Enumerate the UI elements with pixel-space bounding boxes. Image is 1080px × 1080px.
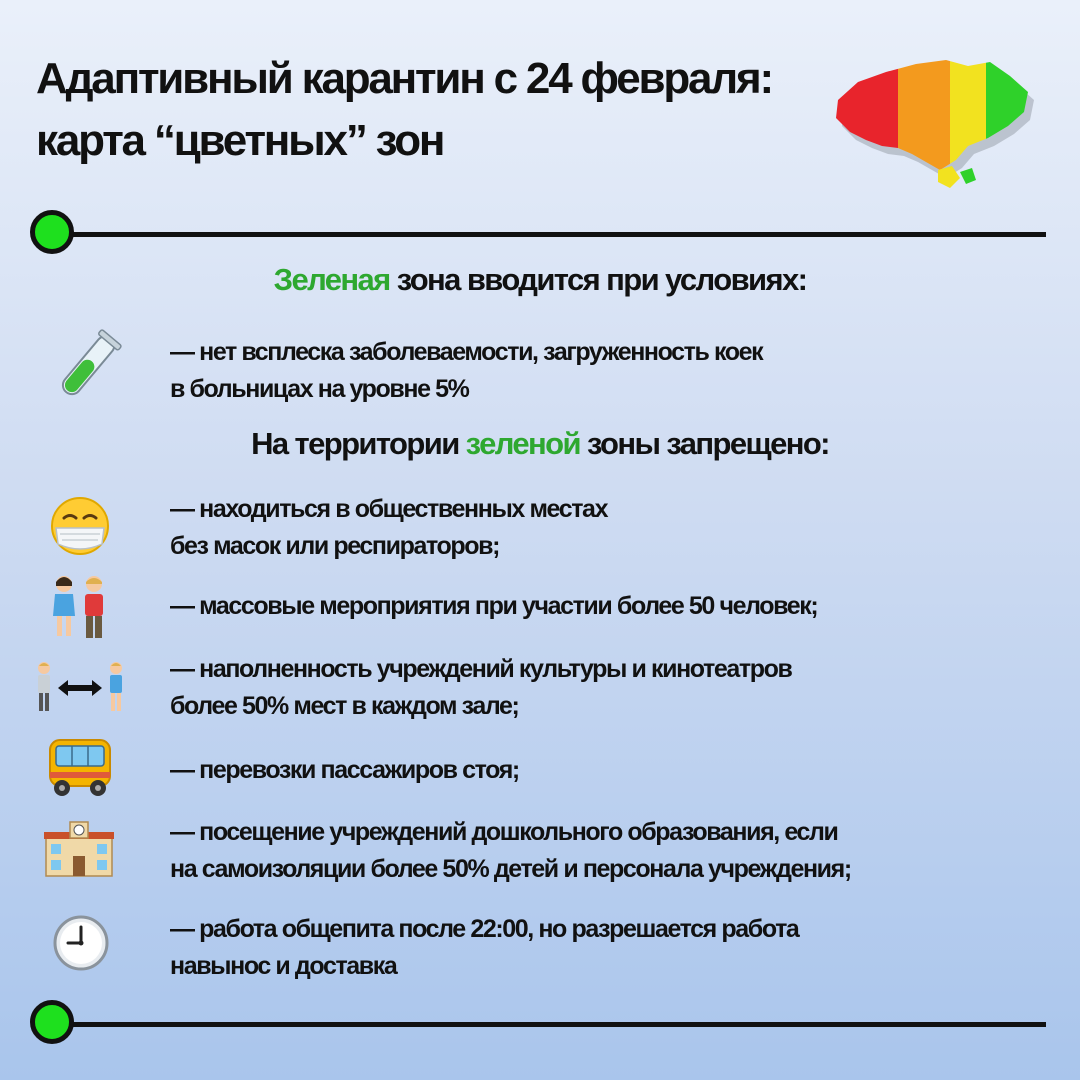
restriction-item: — перевозки пассажиров стоя; [170, 756, 519, 784]
divider-line [70, 232, 1046, 237]
bottom-divider [30, 998, 1048, 1048]
couple-icon [44, 572, 114, 642]
green-dot-icon [30, 1000, 74, 1044]
condition-item: — нет всплеска заболеваемости, загруженность коек в больницах на уровне 5% [170, 338, 763, 403]
clock-icon [52, 914, 110, 972]
restriction-item: — находиться в общественных местах без масок или респираторов; [170, 495, 608, 560]
ukraine-map-icon [828, 42, 1038, 192]
restriction-item: — массовые мероприятия при участии более 50 человек; [170, 592, 818, 620]
face-with-mask-icon [48, 494, 112, 558]
top-divider [30, 208, 1048, 258]
heading-pre: На территории [251, 426, 459, 461]
social-distance-icon [34, 658, 126, 718]
page-title [36, 48, 836, 172]
heading-post: зоны запрещено: [586, 426, 829, 461]
school-icon [44, 820, 114, 878]
restriction-item: — работа общепита после 22:00, но разрешается работа навынос и доставка [170, 915, 799, 980]
divider-line [70, 1022, 1046, 1027]
restriction-item: — посещение учреждений дошкольного образования, если на самоизоляции более 50% детей и персонала учреждения; [170, 818, 851, 883]
heading-green-word: Зеленая [273, 262, 390, 297]
green-zone-conditions-heading [0, 262, 1080, 298]
heading-green-word: зеленой [465, 426, 580, 461]
green-dot-icon [30, 210, 74, 254]
green-zone-prohibitions-heading [0, 426, 1080, 462]
title-line-2: карта “цветных” зон [36, 116, 444, 165]
heading-rest: зона вводится при условиях: [396, 262, 807, 297]
restriction-item: — наполненность учреждений культуры и кинотеатров более 50% мест в каждом зале; [170, 655, 792, 720]
title-line-1: Адаптивный карантин с 24 февраля: [36, 54, 772, 103]
bus-icon [46, 736, 114, 800]
test-tube-icon [48, 326, 128, 406]
